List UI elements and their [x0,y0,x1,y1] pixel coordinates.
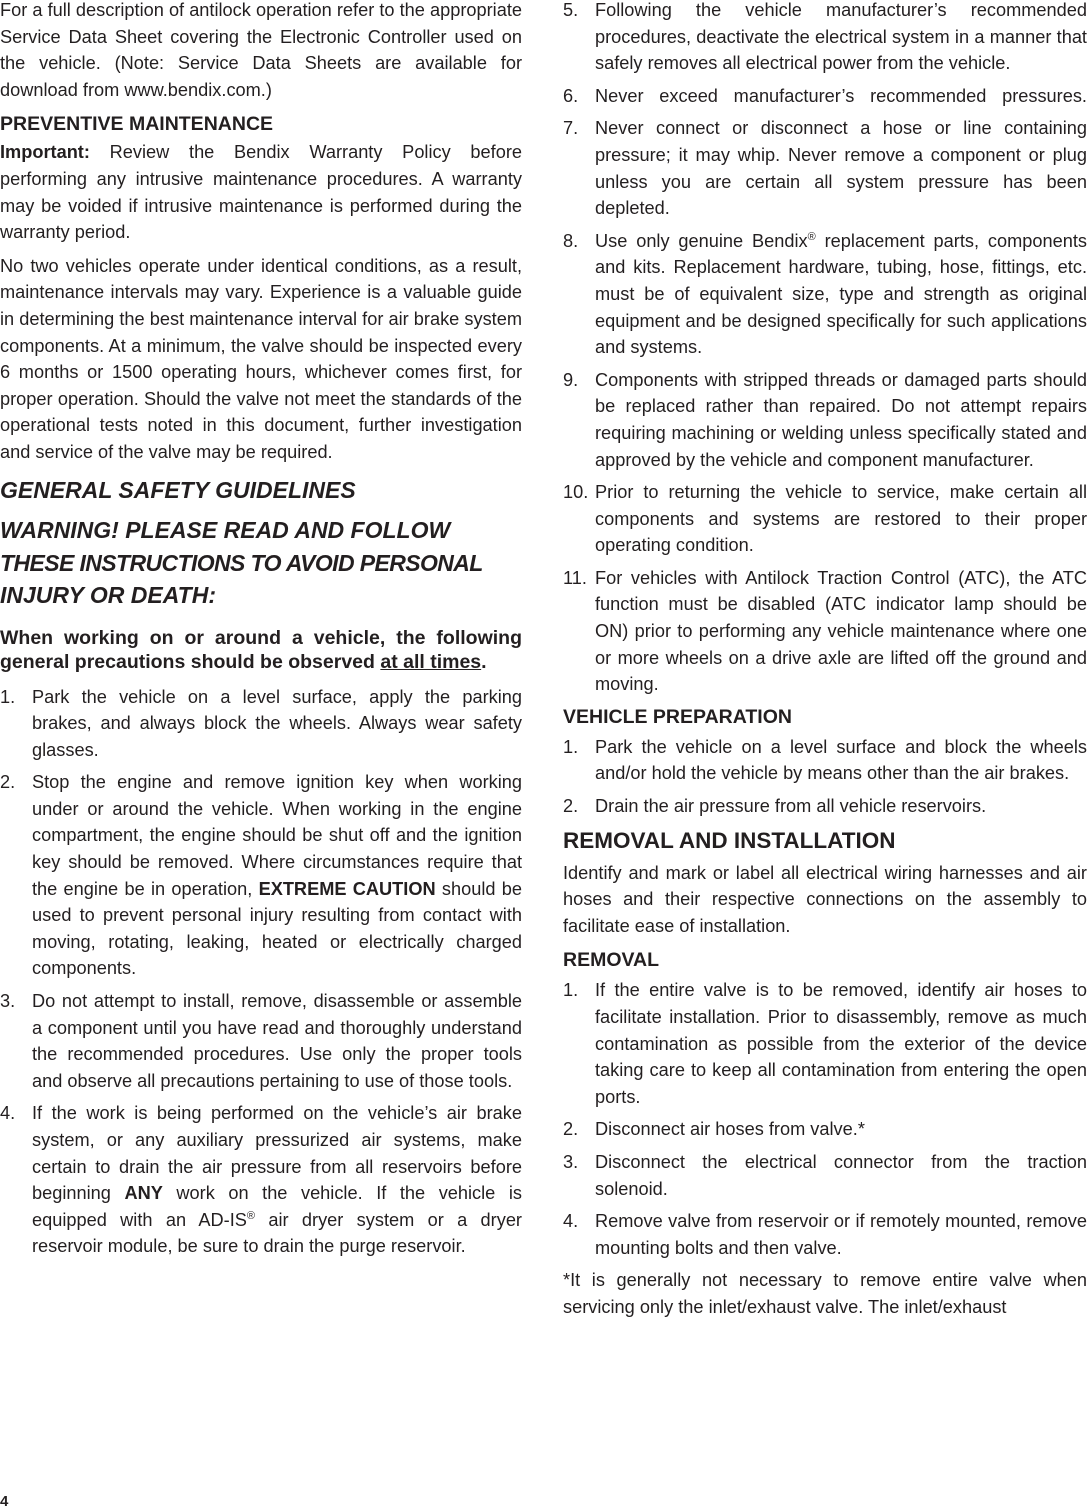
safety-list-left [0,684,522,1260]
list-item [0,1100,522,1260]
warning-line-2: THESE INSTRUCTIONS TO AVOID PERSONAL [0,549,483,576]
important-text: Review the Bendix Warranty Policy before performing any intrusive maintenance procedures. A warranty may be voided if intrusive maintenance is performed during the warranty period. [0,142,522,243]
list-item-text: Park the vehicle on a level surface, apply the parking brakes, and always block the wheels. Always wear safety glasses. [32,686,522,760]
removal-list [563,977,1087,1261]
list-item-number: 1. [563,980,579,1001]
list-item [563,83,1087,110]
footnote: *It is generally not necessary to remove entire valve when servicing only the inlet/exhaust valve. The inlet/exhaust [563,1270,1087,1317]
list-item [563,228,1087,361]
list-item-number: 2. [0,772,16,793]
important-label: Important: [0,142,90,163]
vehicle-preparation-heading: VEHICLE PREPARATION [563,705,792,728]
intro-paragraph: For a full description of antilock operation refer to the appropriate Service Data Sheet covering the Electronic Controller used on the vehicle. (Note: Service Data Sheets are available for download from www.bendix.com.) [0,0,522,100]
page-number: 4 [0,1493,9,1510]
removal-installation-heading: REMOVAL AND INSTALLATION [563,827,896,853]
list-item-text: Drain the air pressure from all vehicle reservoirs. [595,796,987,817]
list-item-number: 3. [563,1151,579,1172]
list-item-text: Do not attempt to install, remove, disassemble or assemble a component until you have read and thoroughly understand the recommended procedures. Use only the proper tools and observe all precautions pertaining to use of those tools. [32,991,522,1091]
maintenance-interval-paragraph: No two vehicles operate under identical conditions, as a result, maintenance intervals may vary. Experience is a valuable guide in determining the best maintenance interval for air brake system components. At a minimum, the valve should be inspected every 6 months or 1500 operating hours, whichever comes first, for proper operation. Should the valve not meet the standards of the operational tests noted in this document, further investigation and service of the valve may be required. [0,255,522,462]
list-item-number: 1. [0,686,16,707]
list-item-text-part: replacement parts, components and kits. Replacement hardware, tubing, hose, fittings, etc. must be of equivalent size, type and strength as original equipment and be designed specifically for such applications and systems. [595,230,1087,358]
list-item-number: 2. [563,1119,579,1140]
list-item-text: Park the vehicle on a level surface and block the wheels and/or hold the vehicle by means other than the air brakes. [595,736,1087,784]
left-column [0,0,522,1266]
safety-guidelines-heading: GENERAL SAFETY GUIDELINES [0,476,356,503]
right-column [563,0,1087,1328]
list-item-text: Following the vehicle manufacturer’s recommended procedures, deactivate the electrical system in a manner that safely removes all electrical power from the vehicle. [595,0,1087,74]
list-item-text: Components with stripped threads or damaged parts should be replaced rather than repaired. Do not attempt repairs requiring machining or welding unless specifically stated and approved by the vehicle and component manufacturer. [595,369,1087,470]
extreme-caution-text: EXTREME CAUTION [258,878,436,899]
list-item [563,977,1087,1110]
at-all-times-text: at all times [380,650,482,673]
list-item-number: 6. [563,85,579,106]
list-item-number: 8. [563,230,579,251]
list-item [563,734,1087,787]
registered-mark: ® [807,230,816,243]
list-item [0,988,522,1094]
list-item [563,479,1087,559]
preventive-maintenance-heading: PREVENTIVE MAINTENANCE [0,113,274,136]
list-item [563,565,1087,698]
warning-block [0,514,522,612]
list-item-text: Remove valve from reservoir or if remotely mounted, remove mounting bolts and then valve. [595,1211,1087,1258]
precautions-lead-text: When working on or around a vehicle, the following general precautions should be observed [0,626,522,673]
removal-installation-paragraph: Identify and mark or label all electrical wiring harnesses and air hoses and their respective connections on the assembly to facilitate ease of installation. [563,862,1087,936]
warning-line-3: INJURY OR DEATH: [0,582,216,608]
removal-heading: REMOVAL [563,949,660,972]
list-item-number: 7. [563,118,579,139]
precautions-lead [0,626,522,674]
list-item-text: Disconnect the electrical connector from the traction solenoid. [595,1151,1087,1199]
vehicle-preparation-list [563,734,1087,820]
list-item-number: 1. [563,736,579,757]
any-emphasis-text: ANY [124,1183,163,1204]
list-item [563,793,1087,820]
list-item [563,0,1087,77]
list-item-text-part: air dryer system or a dryer reservoir module, be sure to drain the purge reservoir. [32,1209,522,1257]
list-item-text: For vehicles with Antilock Traction Control (ATC), the ATC function must be disabled (ATC indicator lamp should be ON) prior to performing any vehicle maintenance where one or more wheels on a drive axle are lifted off the ground and moving. [595,567,1087,695]
list-item-text: Disconnect air hoses from valve.* [595,1119,865,1140]
list-item-text [595,228,1087,361]
list-item-number: 5. [563,0,579,20]
list-item [0,769,522,982]
list-item-text-part: Stop the engine and remove ignition key when working under or around the vehicle. When working in the engine compartment, the engine should be shut off and the ignition key should be removed. Where circumstances require that the engine be in operation, [32,772,522,899]
list-item [563,367,1087,473]
list-item [563,1208,1087,1261]
list-item-text: Never exceed manufacturer’s recommended pressures. [595,85,1087,106]
list-item-text-part: If the work is being performed on the vehicle’s air brake system, or any auxiliary pressurized air systems, make certain to drain the air pressure from all reservoirs before beginning [32,1103,522,1204]
warning-line-1: WARNING! PLEASE READ AND FOLLOW [0,517,451,543]
list-item-number: 3. [0,991,16,1012]
important-paragraph [0,139,522,245]
list-item-text [32,769,522,982]
list-item-number: 4. [0,1103,16,1124]
list-item-text-part: should be used to prevent personal injury resulting from contact with moving, rotating, leaking, heated or electrically charged components. [32,878,522,979]
precautions-lead-end: . [481,650,487,673]
list-item-number: 10. [563,482,589,503]
list-item-number: 9. [563,369,579,390]
list-item-text: Never connect or disconnect a hose or line containing pressure; it may whip. Never remove a component or plug unless you are certain all system pressure has been depleted. [595,118,1087,219]
list-item-text-part: Use only genuine Bendix [595,230,808,251]
list-item-text-part: work on the vehicle. If the vehicle is equipped with an AD-IS [32,1183,522,1230]
list-item-text: If the entire valve is to be removed, identify air hoses to facilitate installation. Prior to disassembly, remove as much contamination as possible from the exterior of the device taking care to keep all contamination from entering the open ports. [595,980,1087,1107]
list-item [563,1149,1087,1202]
list-item [0,684,522,764]
list-item [563,115,1087,221]
list-item-number: 4. [563,1211,579,1232]
list-item-number: 11. [563,567,587,588]
list-item-number: 2. [563,796,579,817]
registered-mark: ® [246,1209,256,1222]
list-item-text [32,1100,522,1260]
safety-list-right [563,0,1087,698]
list-item-text: Prior to returning the vehicle to service, make certain all components and systems are restored to their proper operating condition. [595,482,1087,556]
list-item [563,1116,1087,1143]
